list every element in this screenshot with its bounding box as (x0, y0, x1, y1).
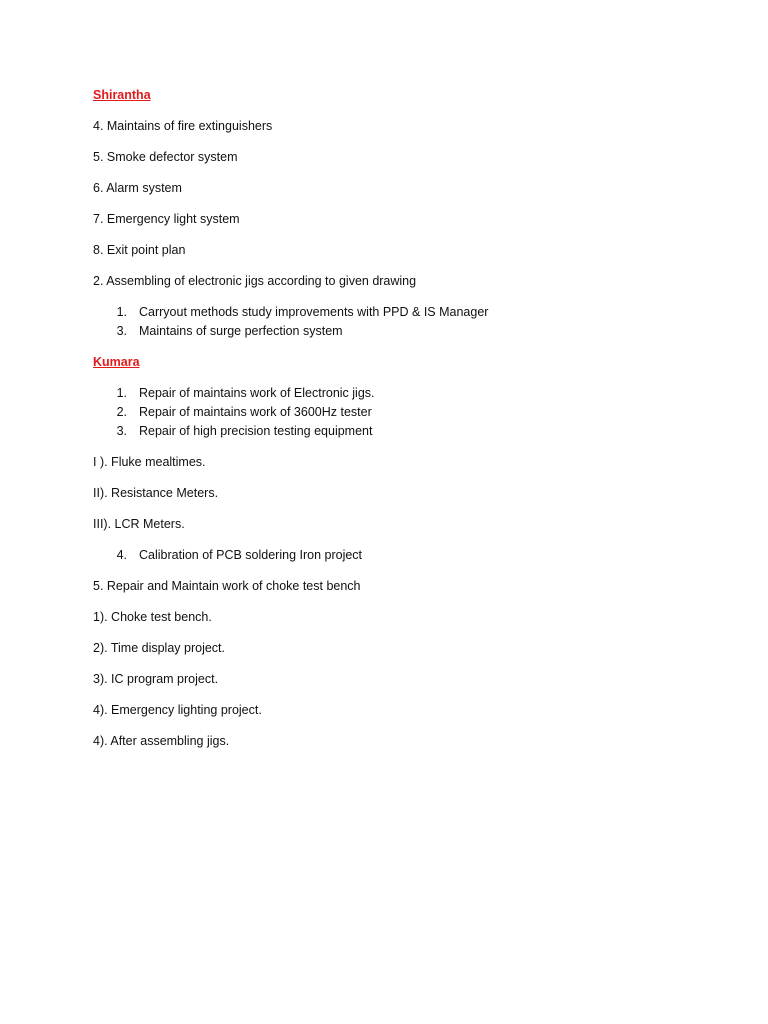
text-line: 8. Exit point plan (93, 243, 186, 257)
list-text: Maintains of surge perfection system (139, 324, 343, 338)
list-number: 2. (116, 405, 127, 419)
text-line: 3). IC program project. (93, 672, 219, 686)
list-text: Repair of maintains work of Electronic jigs. (139, 386, 375, 400)
text-line: 6. Alarm system (93, 181, 182, 195)
text-line: II). Resistance Meters. (93, 486, 219, 500)
list-item (93, 323, 693, 339)
text-line: 2. Assembling of electronic jigs according to given drawing (93, 274, 417, 288)
numbered-list (93, 385, 693, 439)
list-text: Carryout methods study improvements with PPD & IS Manager (139, 305, 489, 319)
text-line: I ). Fluke mealtimes. (93, 455, 206, 469)
list-number: 1. (116, 305, 127, 319)
text-line: 7. Emergency light system (93, 212, 240, 226)
heading-kumara: Kumara (93, 355, 140, 369)
numbered-list (93, 304, 693, 339)
list-text: Calibration of PCB soldering Iron project (139, 548, 363, 562)
text-line: III). LCR Meters. (93, 517, 185, 531)
text-line: 4). After assembling jigs. (93, 734, 230, 748)
text-line: 5. Smoke defector system (93, 150, 238, 164)
text-line: 4). Emergency lighting project. (93, 703, 262, 717)
list-number: 3. (116, 424, 127, 438)
list-item (93, 423, 693, 439)
heading-shirantha: Shirantha (93, 88, 151, 102)
list-text: Repair of high precision testing equipment (139, 424, 373, 438)
list-number: 4. (116, 548, 127, 562)
text-line: 5. Repair and Maintain work of choke test bench (93, 579, 361, 593)
list-text: Repair of maintains work of 3600Hz tester (139, 405, 372, 419)
list-item (93, 547, 693, 563)
list-item (93, 404, 693, 420)
list-number: 1. (116, 386, 127, 400)
list-item (93, 385, 693, 401)
document-page (93, 87, 693, 764)
numbered-list (93, 547, 693, 563)
text-line: 2). Time display project. (93, 641, 225, 655)
text-line: 4. Maintains of fire extinguishers (93, 119, 273, 133)
text-line: 1). Choke test bench. (93, 610, 212, 624)
list-number: 3. (116, 324, 127, 338)
list-item (93, 304, 693, 320)
